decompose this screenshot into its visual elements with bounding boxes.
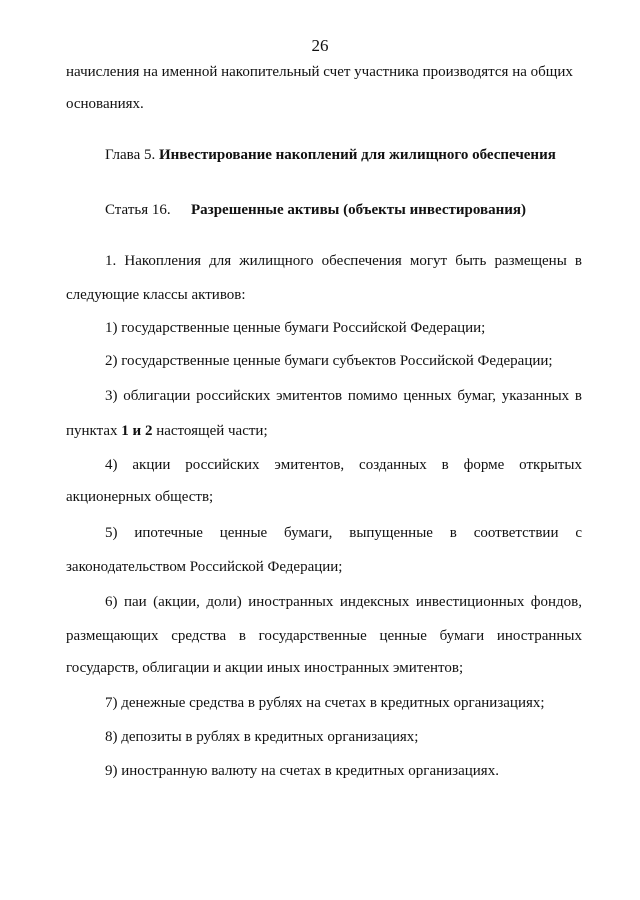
item3-ref-1: 1 bbox=[121, 423, 129, 439]
list-item-6-line-1: 6) паи (акции, доли) иностранных индексных инвестиционных фондов, bbox=[105, 594, 582, 610]
item3-ref-2: 2 bbox=[144, 423, 153, 439]
page-number: 26 bbox=[311, 36, 329, 55]
item3-text-post: настоящей части; bbox=[152, 423, 268, 439]
list-item-5-line-2: законодательством Российской Федерации; bbox=[66, 559, 343, 575]
article-heading bbox=[105, 200, 526, 220]
chapter-heading bbox=[105, 145, 582, 165]
continuation-line-1: начисления на именной накопительный счет участника производятся на общих bbox=[66, 64, 573, 80]
article-title: Разрешенные активы (объекты инвестирования) bbox=[191, 202, 526, 218]
list-item-8: 8) депозиты в рублях в кредитных организациях; bbox=[105, 729, 419, 745]
list-item-6-line-2: размещающих средства в государственные ценные бумаги иностранных bbox=[66, 628, 582, 644]
chapter-label: Глава 5. bbox=[105, 147, 156, 163]
list-item-7: 7) денежные средства в рублях на счетах в кредитных организациях; bbox=[105, 695, 545, 711]
chapter-title: Инвестирование накоплений для жилищного обеспечения bbox=[158, 147, 556, 163]
list-item-2: 2) государственные ценные бумаги субъектов Российской Федерации; bbox=[105, 353, 553, 369]
list-item-5-line-1: 5) ипотечные ценные бумаги, выпущенные в соответствии с bbox=[105, 525, 582, 541]
list-item-4-line-2: акционерных обществ; bbox=[66, 489, 214, 505]
intro-line-1: 1. Накопления для жилищного обеспечения могут быть размещены в bbox=[105, 253, 582, 269]
list-item-1: 1) государственные ценные бумаги Российской Федерации; bbox=[105, 320, 486, 336]
continuation-line-2: основаниях. bbox=[66, 96, 144, 112]
list-item-3-line-1: 3) облигации российских эмитентов помимо ценных бумаг, указанных в bbox=[105, 388, 582, 404]
list-item-9: 9) иностранную валюту на счетах в кредитных организациях. bbox=[105, 763, 499, 779]
list-item-3-line-2 bbox=[66, 421, 582, 441]
item3-ref-and: и bbox=[128, 423, 145, 439]
intro-line-2: следующие классы активов: bbox=[66, 287, 246, 303]
item3-text-pre: пунктах bbox=[66, 423, 122, 439]
list-item-6-line-3: государств, облигации и акции иных иностранных эмитентов; bbox=[66, 660, 464, 676]
article-label: Статья 16. bbox=[105, 202, 171, 218]
list-item-4-line-1: 4) акции российских эмитентов, созданных в форме открытых bbox=[105, 457, 582, 473]
